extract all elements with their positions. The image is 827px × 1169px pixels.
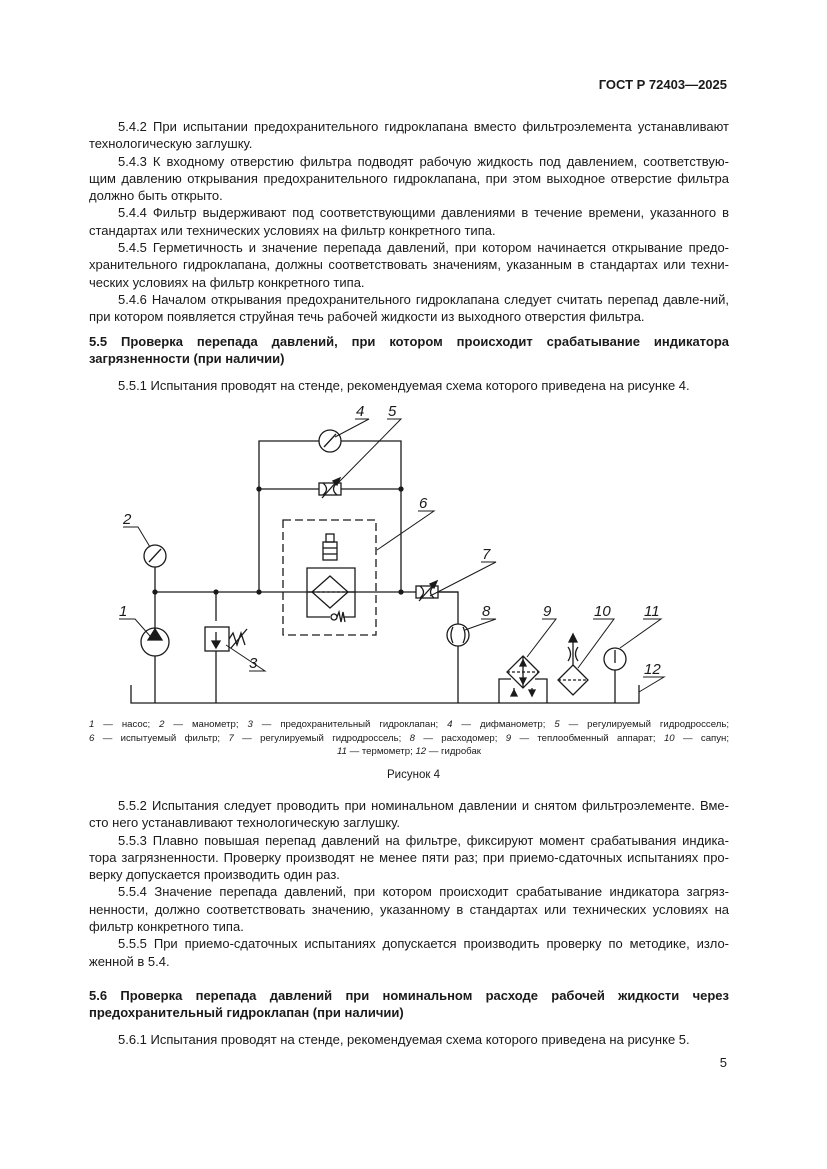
paragraph-5-5-4: 5.5.4 Значение перепада давлений, при котором происходит срабатывание индикатора загряз-ненности, должно соответствовать значению, указанному в стандартах или технических условиях на фильтр конкретного типа.	[89, 884, 729, 935]
test-filter-boundary	[283, 520, 376, 635]
differential-line	[259, 441, 401, 592]
label-12: 12	[644, 661, 661, 678]
tank-outline	[131, 685, 639, 703]
pump-arrow	[148, 629, 162, 640]
label-3: 3	[249, 655, 258, 672]
clogging-indicator-symbol	[323, 542, 337, 560]
legend-line-1: 1 — насос; 2 — манометр; 3 — предохранительный гидроклапан; 4 — дифманометр; 5 — регулируемый гидродроссель;	[89, 719, 729, 730]
paragraph-5-4-4: 5.4.4 Фильтр выдерживают под соответствующими давлениями в течение времени, указанного в стандартах или технических условиях на фильтр конкретного типа.	[89, 205, 729, 238]
paragraph-5-4-6: 5.4.6 Началом открывания предохранительного гидроклапана следует считать перепад давле-ний, при котором появляется струйная течь рабочей жидкости из выходного отверстия фильтра.	[89, 291, 729, 325]
paragraph-5-5-2: 5.5.2 Испытания следует проводить при номинальном давлении и снятом фильтроэлементе. Вме-сто него устанавливают технологическую заглушку.	[89, 798, 729, 831]
figure-legend	[89, 718, 729, 759]
flowmeter-symbol	[447, 624, 469, 646]
label-11: 11	[644, 603, 660, 620]
label-7: 7	[482, 546, 491, 563]
label-9: 9	[543, 603, 552, 620]
label-4: 4	[356, 403, 365, 420]
figure-title: Рисунок 4	[387, 769, 440, 781]
legend-line-3: 11 — термометр; 12 — гидробак	[336, 746, 481, 757]
paragraph-5-5-1: 5.5.1 Испытания проводят на стенде, рекомендуемая схема которого приведена на рисунке 4.	[118, 377, 690, 393]
paragraph-5-4-3: 5.4.3 К входному отверстию фильтра подводят рабочую жидкость под давлением, соответствую-щим давлению открывания предохранительного гидроклапана, при этом выходное отверстие фильтра должно быть открыто.	[89, 153, 729, 204]
paragraph-5-4-5: 5.4.5 Герметичность и значение перепада давлений, при котором начинается открывание предо-хранительного гидроклапана, должны соответствовать значениям, указанным в стандартах или техни-ческих условиях на фильтр конкретного типа.	[89, 240, 729, 290]
label-5: 5	[388, 403, 397, 420]
section-5-5-continued	[89, 797, 729, 970]
pressure-gauge-needle	[149, 549, 161, 562]
document-header: ГОСТ Р 72403—2025	[598, 77, 727, 92]
label-6: 6	[419, 495, 428, 512]
filter-bypass-check-valve	[331, 614, 337, 620]
section-5-6	[89, 987, 729, 1048]
label-1: 1	[119, 603, 128, 620]
paragraph-5-5-5: 5.5.5 При приемо-сдаточных испытаниях допускается производить проверку по методике, изло-женной в 5.4.	[89, 936, 729, 969]
paragraph-5-5-3: 5.5.3 Плавно повышая перепад давлений на фильтре, фиксируют момент срабатывания индика-тора загрязненности. Проверку производят не менее пяти раз; при приемо-сдаточных испытаниях про-верку допускается производить один раз.	[89, 832, 729, 883]
label-2: 2	[123, 511, 132, 528]
legend-line-2: 6 — испытуемый фильтр; 7 — регулируемый гидродроссель; 8 — расходомер; 9 — теплообменный аппарат; 10 — сапун;	[89, 732, 729, 744]
label-10: 10	[594, 603, 611, 620]
label-8: 8	[482, 603, 491, 620]
section-5-5-heading: 5.5 Проверка перепада давлений, при котором происходит срабатывание индикатора загрязненности (при наличии)	[89, 334, 729, 367]
section-5-6-heading: 5.6 Проверка перепада давлений при номинальном расходе рабочей жидкости через предохранительный гидроклапан (при наличии)	[89, 988, 729, 1021]
paragraph-5-4-2: 5.4.2 При испытании предохранительного гидроклапана вместо фильтроэлемента устанавливают технологическую заглушку.	[89, 119, 729, 152]
page-number: 5	[719, 1055, 727, 1070]
paragraph-5-6-1: 5.6.1 Испытания проводят на стенде, рекомендуемая схема которого приведена на рисунке 5.	[118, 1031, 690, 1047]
